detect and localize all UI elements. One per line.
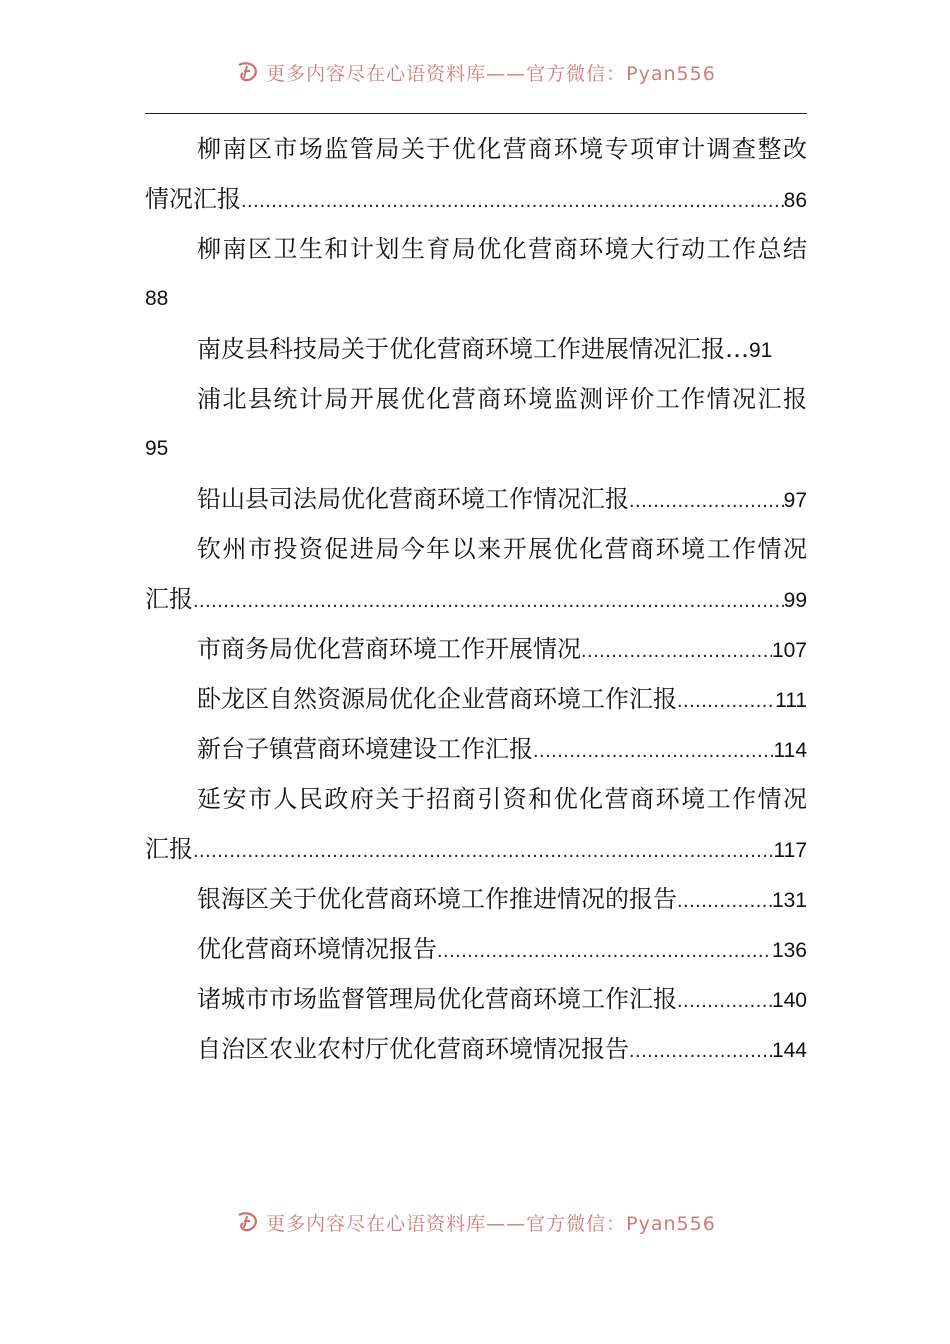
toc-entry[interactable]	[145, 974, 807, 1024]
toc-entry[interactable]	[145, 224, 807, 324]
toc-entry-title: 市商务局优化营商环境工作开展情况	[197, 635, 581, 663]
toc-entry-title: 延安市人民政府关于招商引资和优化营商环境工作情况	[197, 785, 807, 813]
footer-watermark	[0, 1204, 950, 1240]
watermark-text: 更多内容尽在心语资料库——官方微信：Pyan556	[266, 62, 716, 85]
toc-entry-title: 诸城市市场监督管理局优化营商环境工作汇报	[197, 985, 677, 1013]
toc-page-number: 144	[771, 1039, 807, 1062]
toc-entry-title: 柳南区市场监管局关于优化营商环境专项审计调查整改	[197, 135, 807, 163]
toc-leader	[533, 726, 774, 774]
toc-page-number: 95	[145, 437, 169, 460]
toc-entry[interactable]	[145, 524, 807, 624]
toc-page-number: 88	[145, 287, 169, 310]
toc-entry-title: 钦州市投资促进局今年以来开展优化营商环境工作情况	[197, 535, 807, 563]
toc-leader	[629, 1026, 772, 1074]
toc-entry-title: 新台子镇营商环境建设工作汇报	[197, 735, 533, 763]
toc-entry[interactable]	[145, 324, 807, 374]
toc-entry[interactable]	[145, 1024, 807, 1074]
toc-entry[interactable]	[145, 724, 807, 774]
toc-entry-title: 铅山县司法局优化营商环境工作情况汇报	[197, 485, 629, 513]
toc-entry-title: 南皮县科技局关于优化营商环境工作进展情况汇报…	[197, 335, 749, 363]
table-of-contents	[145, 124, 807, 1074]
toc-entry[interactable]	[145, 874, 807, 924]
toc-entry[interactable]	[145, 124, 807, 224]
toc-entry-title-cont: 情况汇报	[145, 185, 241, 213]
toc-leader	[629, 476, 784, 524]
toc-entry-title-cont: 汇报	[145, 585, 193, 613]
toc-page-number: 114	[773, 739, 807, 762]
toc-entry-title: 柳南区卫生和计划生育局优化营商环境大行动工作总结	[197, 235, 807, 263]
toc-leader	[193, 576, 784, 624]
toc-page-number: 140	[771, 989, 807, 1012]
toc-entry-title-cont: 汇报	[145, 835, 193, 863]
toc-entry-title: 优化营商环境情况报告	[197, 935, 437, 963]
toc-entry[interactable]	[145, 774, 807, 874]
toc-page-number: 111	[775, 689, 807, 712]
header-rule	[145, 113, 807, 114]
toc-leader	[437, 926, 772, 974]
toc-page-number: 117	[773, 839, 807, 862]
toc-entry-title: 银海区关于优化营商环境工作推进情况的报告	[197, 885, 677, 913]
toc-leader	[677, 876, 772, 924]
toc-entry[interactable]	[145, 674, 807, 724]
toc-entry[interactable]	[145, 624, 807, 674]
toc-page-number: 97	[783, 489, 807, 512]
toc-page-number: 91	[749, 339, 773, 362]
toc-leader	[241, 176, 784, 224]
watermark-text: 更多内容尽在心语资料库——官方微信：Pyan556	[266, 1212, 716, 1235]
toc-leader	[193, 826, 774, 874]
toc-page-number: 99	[783, 589, 807, 612]
watermark-logo-icon	[234, 1209, 260, 1235]
watermark-logo-icon	[234, 59, 260, 85]
toc-entry-title: 自治区农业农村厅优化营商环境情况报告	[197, 1035, 629, 1063]
toc-entry[interactable]	[145, 924, 807, 974]
toc-entry-title: 卧龙区自然资源局优化企业营商环境工作汇报	[197, 685, 677, 713]
toc-page-number: 131	[771, 889, 807, 912]
header-watermark	[0, 54, 950, 90]
toc-entry[interactable]	[145, 474, 807, 524]
toc-page-number: 107	[771, 639, 807, 662]
toc-leader	[677, 976, 772, 1024]
toc-entry-title: 浦北县统计局开展优化营商环境监测评价工作情况汇报	[197, 385, 807, 413]
toc-leader	[677, 676, 775, 724]
toc-entry[interactable]	[145, 374, 807, 474]
toc-page-number: 136	[771, 939, 807, 962]
toc-page-number: 86	[783, 189, 807, 212]
toc-leader	[581, 626, 772, 674]
